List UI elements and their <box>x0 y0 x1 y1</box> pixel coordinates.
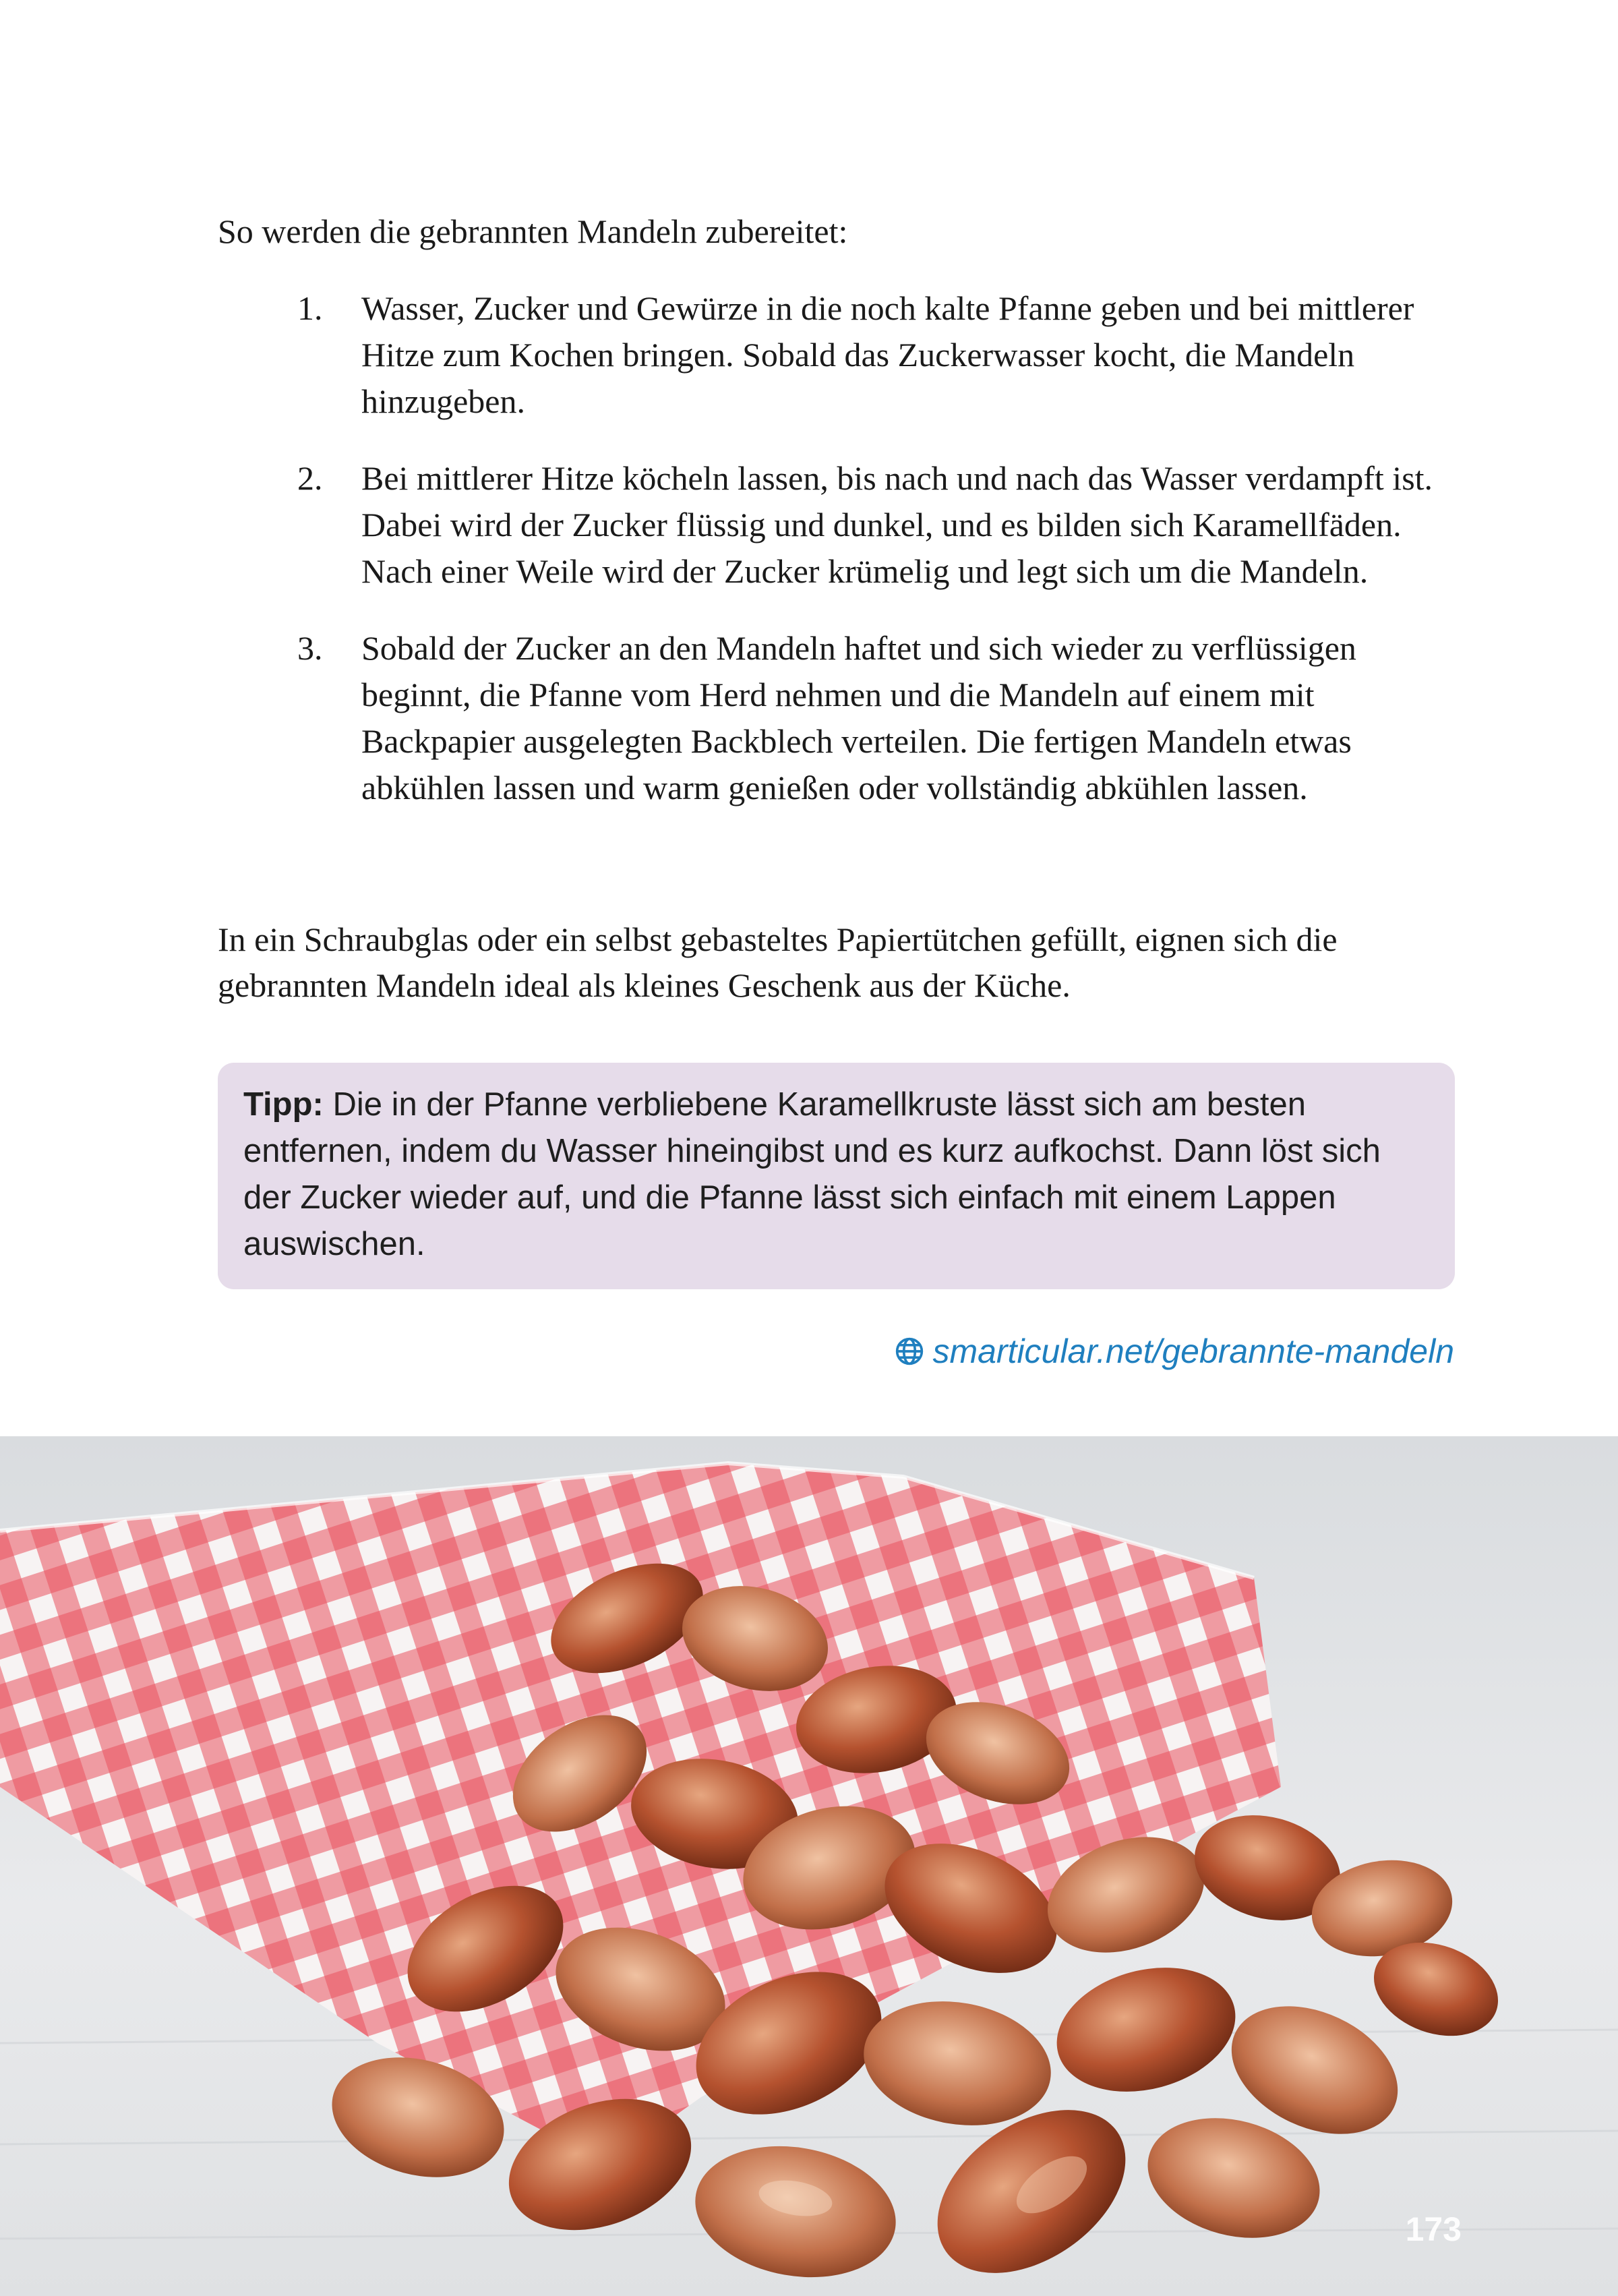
step-number: 1. <box>297 289 323 327</box>
step-text: Sobald der Zucker an den Mandeln haftet und sich wieder zu verflüssigen beginnt, die Pfanne vom Herd nehmen und die Mandeln auf einem mit Backpapier ausgelegten Backblech verteilen. Die fertigen Mandeln etwas abkühlen lassen und warm genießen oder vollständig abkühlen lassen. <box>361 629 1356 806</box>
globe-icon <box>895 1336 924 1366</box>
tip-paragraph <box>243 1082 1429 1268</box>
closing-text: In ein Schraubglas oder ein selbst gebasteltes Papiertütchen gefüllt, eignen sich die gebrannten Mandeln ideal als kleines Geschenk aus der Küche. <box>218 920 1338 1004</box>
intro-text: So werden die gebrannten Mandeln zubereitet: <box>218 212 848 250</box>
step-number: 2. <box>297 459 323 497</box>
step-item <box>218 455 1472 595</box>
step-number: 3. <box>297 629 323 667</box>
almonds-illustration <box>0 1436 1618 2296</box>
tip-text: Die in der Pfanne verbliebene Karamellkruste lässt sich am besten entfernen, indem du Wasser hineingibst und es kurz aufkochst. Dann löst sich der Zucker wieder auf, und die Pfanne lässt sich einfach mit einem Lappen auswischen. <box>243 1086 1381 1262</box>
tip-box <box>218 1063 1455 1289</box>
step-text: Wasser, Zucker und Gewürze in die noch kalte Pfanne geben und bei mittlerer Hitze zum Kochen bringen. Sobald das Zuckerwasser kocht, die Mandeln hinzugeben. <box>361 289 1414 420</box>
page-number: 173 <box>1405 2210 1462 2248</box>
step-text: Bei mittlerer Hitze köcheln lassen, bis nach und nach das Wasser verdampft ist. Dabei wird der Zucker flüssig und dunkel, und es bilden sich Karamellfäden. Nach einer Weile wird der Zucker krümelig und legt sich um die Mandeln. <box>361 459 1433 590</box>
tip-label: Tipp: <box>243 1086 324 1123</box>
steps-list <box>218 285 1472 842</box>
almonds-photo <box>0 1436 1618 2296</box>
step-item <box>218 285 1472 425</box>
source-link-text: smarticular.net/gebrannte-mandeln <box>932 1332 1454 1370</box>
step-item <box>218 625 1472 811</box>
source-link[interactable] <box>895 1332 1454 1371</box>
